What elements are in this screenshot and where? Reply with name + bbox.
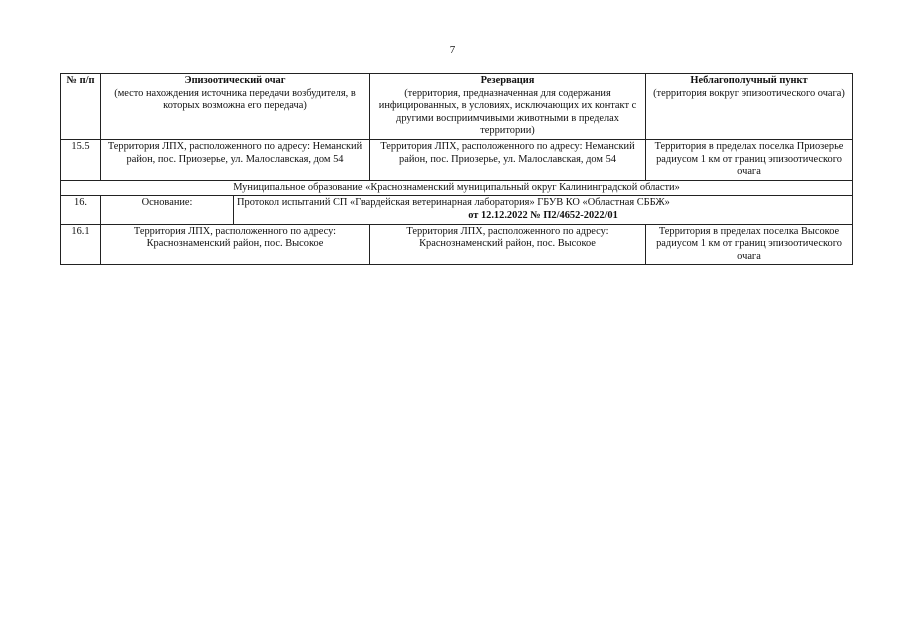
- header-area-sub: (территория вокруг эпизоотического очага): [653, 87, 845, 99]
- header-focus-sub: (место нахождения источника передачи возбудителя, в которых возможна его передача): [114, 87, 356, 112]
- row-15-5-reservation: Территория ЛПХ, расположенного по адресу: Неманский район, пос. Приозерье, ул. Малославская, дом 54: [370, 139, 646, 180]
- header-reservation-sub: (территория, предназначенная для содержания инфицированных, в условиях, исключающих их контакт с другими восприимчивыми животными в пределах территории): [378, 87, 637, 137]
- table-header-row: [61, 74, 853, 140]
- row-16-1-num: 16.1: [61, 224, 101, 265]
- row-16-protocol: от 12.12.2022 № П2/4652-2022/01: [468, 209, 618, 221]
- row-16-label: Основание:: [101, 196, 234, 224]
- row-16-basis-text: Протокол испытаний СП «Гвардейская ветеринарная лаборатория» ГБУВ КО «Областная СББЖ»: [237, 197, 670, 209]
- table-row-15-5: [61, 139, 853, 180]
- row-16-1-reservation: Территория ЛПХ, расположенного по адресу: Краснознаменский район, пос. Высокое: [370, 224, 646, 265]
- page-number: 7: [449, 44, 456, 56]
- table-row-16-1: [61, 224, 853, 265]
- row-16-1-area: Территория в пределах поселка Высокое радиусом 1 км от границ эпизоотического очага: [646, 224, 853, 265]
- row-16-1-focus: Территория ЛПХ, расположенного по адресу: Краснознаменский район, пос. Высокое: [101, 224, 370, 265]
- municipality-title: Муниципальное образование «Краснознаменский муниципальный округ Калининградской области»: [61, 180, 853, 196]
- header-num: [61, 74, 101, 140]
- header-num-label: № п/п: [66, 75, 95, 86]
- table-row-16: [61, 196, 853, 224]
- header-focus: [101, 74, 370, 140]
- header-area-title: Неблагополучный пункт: [690, 75, 808, 86]
- header-focus-title: Эпизоотический очаг: [184, 75, 286, 86]
- header-reservation-title: Резервация: [480, 75, 535, 86]
- header-area: [646, 74, 853, 140]
- municipality-row: [61, 180, 853, 196]
- header-reservation: [370, 74, 646, 140]
- row-15-5-area: Территория в пределах поселка Приозерье радиусом 1 км от границ эпизоотического очага: [646, 139, 853, 180]
- row-15-5-focus: Территория ЛПХ, расположенного по адресу: Неманский район, пос. Приозерье, ул. Малославская, дом 54: [101, 139, 370, 180]
- row-16-basis: [234, 196, 853, 224]
- row-16-num: 16.: [61, 196, 101, 224]
- quarantine-table: [60, 73, 853, 265]
- row-15-5-num: 15.5: [61, 139, 101, 180]
